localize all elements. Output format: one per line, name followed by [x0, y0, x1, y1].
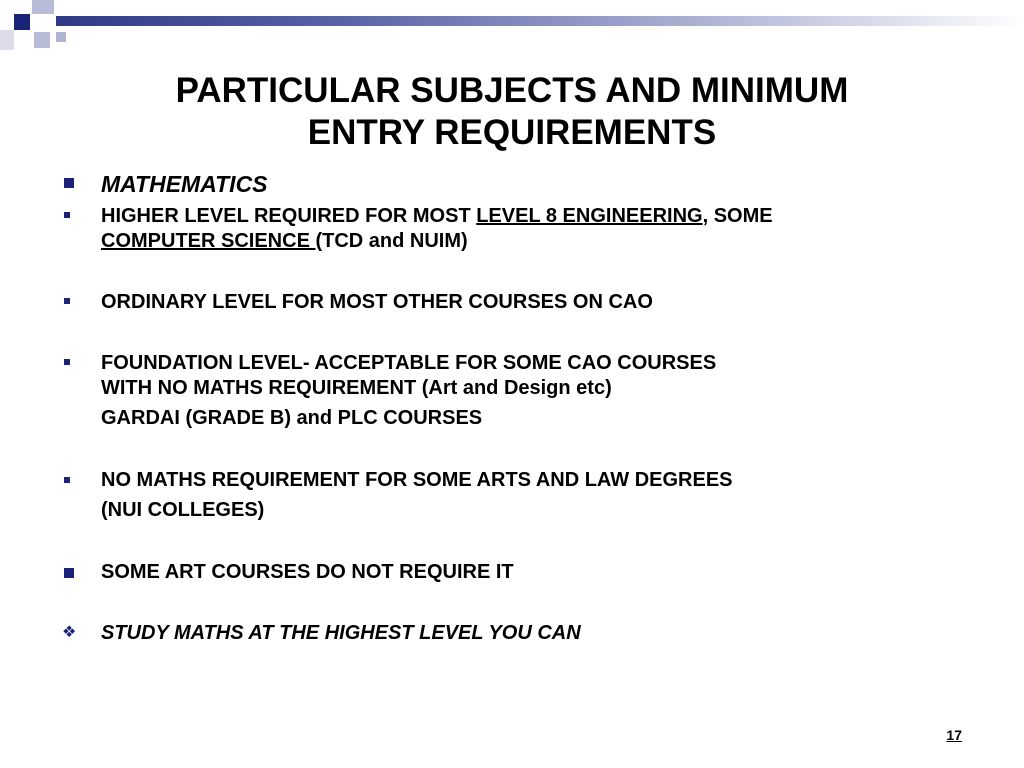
list-item-2: ORDINARY LEVEL FOR MOST OTHER COURSES ON CAO [101, 291, 653, 313]
list-item-4-line-2: (NUI COLLEGES) [101, 499, 265, 521]
list-item-3-line-2: WITH NO MATHS REQUIREMENT (Art and Design etc) [101, 377, 612, 399]
list-item-3-line-3: GARDAI (GRADE B) and PLC COURSES [101, 407, 483, 429]
small-square-bullet-icon [64, 359, 70, 365]
square-bullet-icon [64, 178, 74, 188]
list-item-5: SOME ART COURSES DO NOT REQUIRE IT [101, 561, 514, 583]
small-square-bullet-icon [64, 298, 70, 304]
list-item-3-line-1: FOUNDATION LEVEL- ACCEPTABLE FOR SOME CAO COURSES [101, 352, 717, 374]
list-item-1-line-2 [101, 229, 468, 253]
computer-science-link[interactable]: COMPUTER SCIENCE [101, 230, 316, 252]
title-line-2: ENTRY REQUIREMENTS [307, 113, 717, 152]
list-item-4-line-1: NO MATHS REQUIREMENT FOR SOME ARTS AND LAW DEGREES [101, 469, 733, 491]
small-square-bullet-icon [64, 477, 70, 483]
level-8-engineering-link[interactable]: LEVEL 8 ENGINEERING [476, 205, 703, 227]
section-heading: MATHEMATICS [101, 171, 268, 197]
diamond-bullet-icon: ❖ [62, 624, 77, 641]
item-1-text: HIGHER LEVEL REQUIRED FOR MOST [101, 205, 477, 227]
title-line-1: PARTICULAR SUBJECTS AND MINIMUM [175, 71, 849, 110]
square-bullet-icon [64, 568, 74, 578]
list-item-1-line-1 [101, 204, 773, 228]
small-square-bullet-icon [64, 212, 70, 218]
page-number: 17 [946, 727, 962, 743]
item-1-text-end: (TCD and NUIM) [315, 230, 468, 252]
item-1-text-cont: , SOME [702, 205, 773, 227]
list-item-6: STUDY MATHS AT THE HIGHEST LEVEL YOU CAN [101, 622, 581, 644]
